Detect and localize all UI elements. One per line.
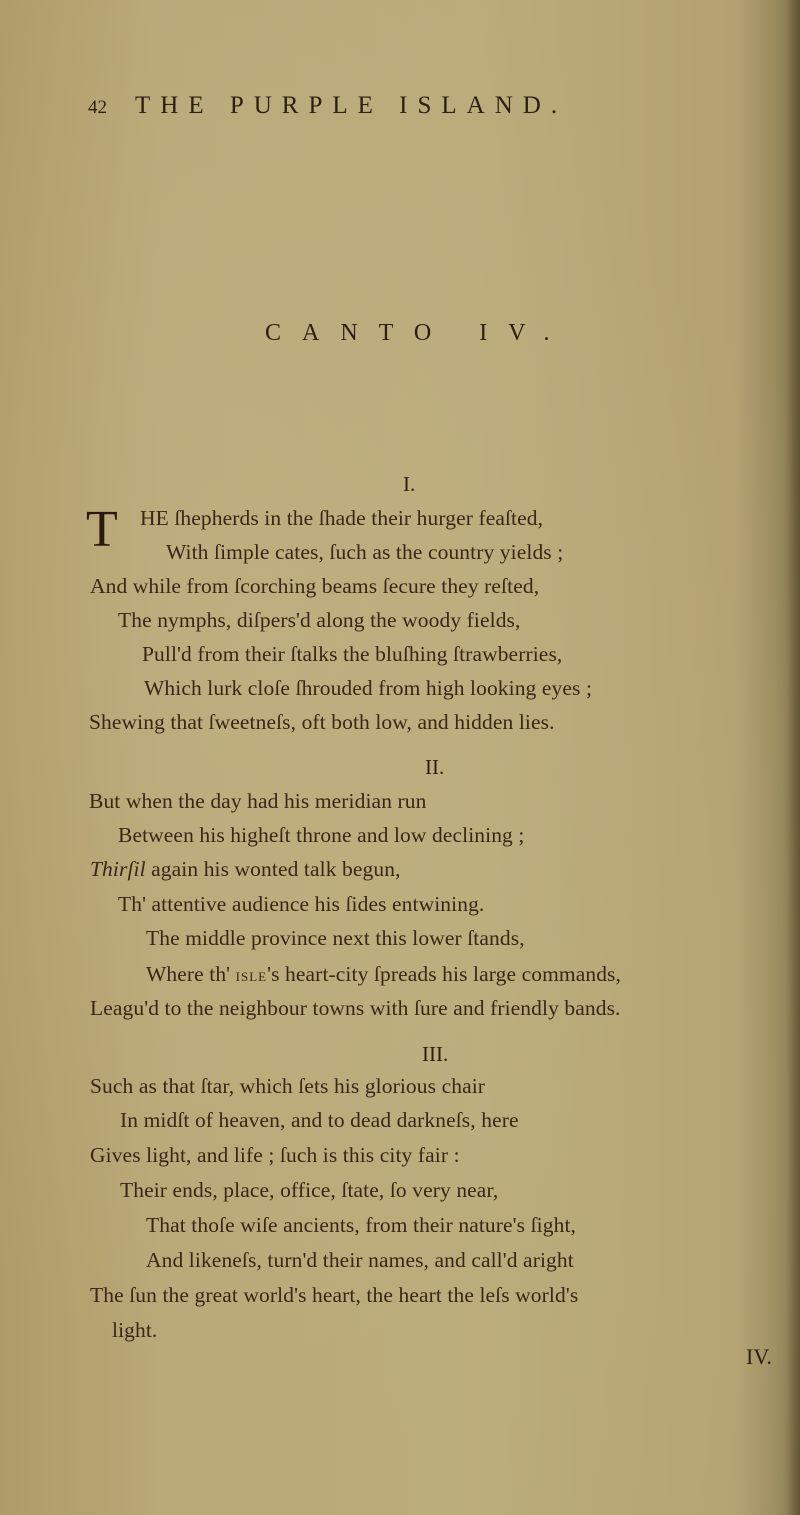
- verse-line: The ſun the great world's heart, the heart the leſs world's: [90, 1283, 579, 1307]
- verse-line: With ſimple cates, ſuch as the country yields ;: [166, 540, 564, 564]
- verse-line-text: again his wonted talk begun,: [151, 857, 401, 881]
- verse-line: Gives light, and life ; ſuch is this city fair :: [90, 1143, 460, 1167]
- page-number: 42: [88, 97, 107, 118]
- catchword: IV.: [746, 1344, 772, 1369]
- verse-line: Which lurk cloſe ſhrouded from high looking eyes ;: [144, 676, 593, 700]
- canto-title: CANTO IV.: [265, 320, 571, 346]
- page-edge-shadow: [786, 0, 800, 1515]
- smallcaps-isle: isle: [235, 965, 268, 985]
- stanza-number: I.: [403, 472, 416, 496]
- verse-line: That thoſe wiſe ancients, from their nature's ſight,: [146, 1213, 576, 1237]
- verse-line: light.: [112, 1318, 158, 1342]
- verse-line-text: Where th': [146, 962, 231, 986]
- verse-line: Such as that ſtar, which ſets his glorious chair: [90, 1074, 486, 1098]
- running-head: [88, 92, 567, 120]
- verse-line: Pull'd from their ſtalks the bluſhing ſtrawberries,: [142, 642, 563, 666]
- verse-line: Between his higheſt throne and low declining ;: [118, 823, 525, 847]
- verse-line: But when the day had his meridian run: [89, 789, 427, 813]
- verse-line: Shewing that ſweetneſs, oft both low, and hidden lies.: [89, 710, 555, 734]
- verse-line: Their ends, place, office, ſtate, ſo very near,: [120, 1178, 499, 1202]
- verse-line: Th' attentive audience his ſides entwining.: [118, 892, 485, 916]
- drop-cap: T: [86, 501, 118, 558]
- verse-line: Leagu'd to the neighbour towns with ſure and friendly bands.: [90, 996, 621, 1020]
- verse-line: The middle province next this lower ſtands,: [146, 926, 525, 950]
- verse-line: And while from ſcorching beams ſecure they reſted,: [90, 574, 540, 598]
- verse-line: And likeneſs, turn'd their names, and call'd aright: [146, 1248, 574, 1272]
- running-title: THE PURPLE ISLAND.: [135, 92, 568, 119]
- verse-line: [90, 857, 401, 882]
- verse-line-text: heart-city ſpreads his large commands,: [285, 962, 621, 986]
- stanza-number: III.: [422, 1042, 449, 1066]
- verse-line-text: 's: [267, 962, 280, 986]
- italic-name-thirsil: Thirſil: [90, 857, 146, 881]
- verse-line: The nymphs, diſpers'd along the woody fields,: [118, 608, 521, 632]
- verse-line: HE ſhepherds in the ſhade their hurger feaſted,: [140, 506, 544, 530]
- stanza-number: II.: [425, 755, 445, 779]
- verse-line: In midſt of heaven, and to dead darkneſs, here: [120, 1108, 519, 1132]
- verse-line: [146, 962, 621, 987]
